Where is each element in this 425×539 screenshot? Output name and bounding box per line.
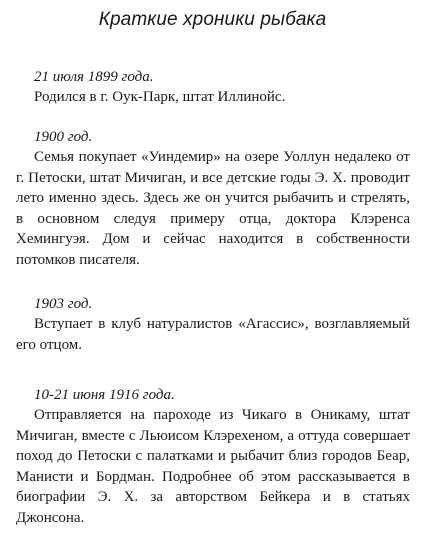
chronicle-entry bbox=[16, 67, 410, 108]
chronicle-entry bbox=[16, 294, 410, 355]
page-title: Краткие хроники рыбака bbox=[98, 9, 327, 30]
entry-date: 21 июля 1899 года. bbox=[34, 69, 154, 85]
entry-date: 1900 год. bbox=[34, 129, 93, 145]
entry-text: Отправляется на пароходе из Чикаго в Оникаму, штат Мичиган, вместе с Льюисом Клэрехеном, а оттуда совершает поход до Петоски с палатками и рыбачит близ городов Беар, Манисти и Бордман. Подробнее об этом рассказывается в биографии Э. Х. за авторством Бейкера и в статьях Джонсона. bbox=[16, 407, 410, 526]
chronicle-entry bbox=[16, 127, 410, 271]
chronicle-entry bbox=[16, 385, 410, 529]
entry-text: Семья покупает «Уиндемир» на озере Уоллун недалеко от г. Петоски, штат Мичиган, и все детские годы Э. Х. проводит лето именно здесь. Здесь же он учится рыбачить и стрелять, в основном следуя примеру отца, доктора Клэренса Хемингуэя. Дом и сейчас находится в собственности потомков писателя. bbox=[16, 149, 410, 268]
entry-text: Вступает в клуб натуралистов «Агассис», возглавляемый его отцом. bbox=[16, 316, 410, 353]
entry-text: Родился в г. Оук-Парк, штат Иллинойс. bbox=[34, 89, 286, 105]
entry-date: 1903 год. bbox=[34, 296, 93, 312]
entry-date: 10-21 июня 1916 года. bbox=[34, 387, 175, 403]
